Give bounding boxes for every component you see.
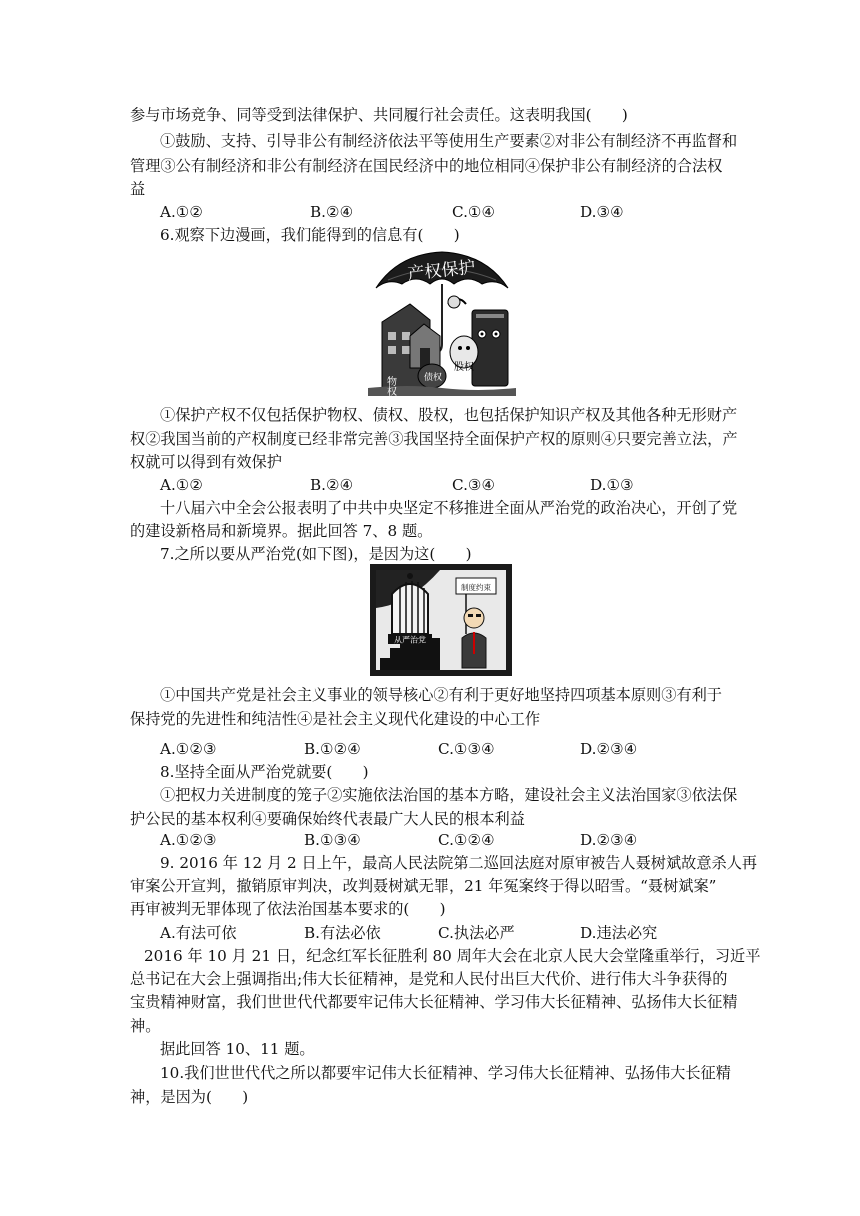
q6-option-c: C.③④ bbox=[452, 476, 496, 494]
q9-option-a: A.有法可依 bbox=[160, 924, 237, 942]
q7-option-c: C.①③④ bbox=[438, 740, 495, 758]
q10-stem-line: 神，是因为( ) bbox=[130, 1088, 249, 1106]
q6-option-a: A.①② bbox=[160, 476, 204, 494]
q7-option-d: D.②③④ bbox=[580, 740, 638, 758]
q8-option-a: A.①②③ bbox=[160, 831, 217, 849]
q7-item-line: 保持党的先进性和纯洁性④是社会主义现代化建设的中心工作 bbox=[130, 710, 541, 728]
intro-7-8-line: 十八届六中全会公报表明了中共中央坚定不移推进全面从严治党的政治决心，开创了党 bbox=[160, 499, 738, 517]
q6-item-line: 权就可以得到有效保护 bbox=[130, 453, 282, 471]
q6-item-line: ①保护产权不仅包括保护物权、债权、股权，也包括保护知识产权及其他各种无形财产 bbox=[160, 406, 738, 424]
q8-item-line: ①把权力关进制度的笼子②实施依法治国的基本方略，建设社会主义法治国家③依法保 bbox=[160, 786, 738, 804]
q9-option-b: B.有法必依 bbox=[304, 924, 381, 942]
intro-10-11-line: 据此回答 10、11 题。 bbox=[160, 1040, 315, 1058]
intro-7-8-line: 的建设新格局和新境界。据此回答 7、8 题。 bbox=[130, 522, 433, 540]
q7-option-b: B.①②④ bbox=[304, 740, 361, 758]
q6-stem: 6.观察下边漫画，我们能得到的信息有( ) bbox=[160, 226, 460, 244]
q9-stem-line: 审案公开宣判，撤销原审判决，改判聂树斌无罪，21 年冤案终于得以昭雪。“聂树斌案” bbox=[130, 877, 717, 895]
sign-label: 制度约束 bbox=[461, 583, 491, 592]
intro-10-11-line: 宝贵精神财富，我们世世代代都要牢记伟大长征精神、学习伟大长征精神、弘扬伟大长征精 bbox=[130, 993, 738, 1011]
q6-item-line: 权②我国当前的产权制度已经非常完善③我国坚持全面保护产权的原则④只要完善立法，产 bbox=[130, 430, 738, 448]
label-wuquan: 物权 bbox=[384, 376, 396, 396]
q5-option-a: A.①② bbox=[160, 203, 204, 221]
q8-item-line: 护公民的基本权利④要确保始终代表最广大人民的根本利益 bbox=[130, 810, 525, 828]
cage-label: 从严治党 bbox=[394, 635, 426, 645]
umbrella-text: 产权保护 bbox=[406, 257, 477, 285]
label-guquan: 股权 bbox=[454, 362, 474, 373]
q7-item-line: ①中国共产党是社会主义事业的领导核心②有利于更好地坚持四项基本原则③有利于 bbox=[160, 686, 722, 704]
q8-option-b: B.①③④ bbox=[304, 831, 361, 849]
q8-option-d: D.②③④ bbox=[580, 831, 638, 849]
q5-option-c: C.①④ bbox=[452, 203, 496, 221]
q9-option-d: D.违法必究 bbox=[580, 924, 658, 942]
q5-option-b: B.②④ bbox=[310, 203, 354, 221]
q8-option-c: C.①②④ bbox=[438, 831, 495, 849]
intro-10-11-line: 神。 bbox=[130, 1017, 161, 1035]
property-protection-cartoon bbox=[368, 248, 516, 396]
q5-item-line: 益 bbox=[130, 180, 146, 198]
strict-governance-cartoon bbox=[370, 564, 512, 676]
intro-10-11-line: 总书记在大会上强调指出;伟大长征精神，是党和人民付出巨大代价、进行伟大斗争获得的 bbox=[130, 970, 728, 988]
label-zhaiquan: 债权 bbox=[424, 373, 443, 383]
q5-option-d: D.③④ bbox=[580, 203, 624, 221]
q8-stem: 8.坚持全面从严治党就要( ) bbox=[160, 763, 369, 781]
intro-10-11-line: 2016 年 10 月 21 日，纪念红军长征胜利 80 周年大会在北京人民大会堂隆重举行，习近平 bbox=[144, 947, 761, 965]
q7-stem: 7.之所以要从严治党(如下图)，是因为这( ) bbox=[160, 545, 472, 563]
q5-item-line: 管理③公有制经济和非公有制经济在国民经济中的地位相同④保护非公有制经济的合法权 bbox=[130, 157, 723, 175]
q9-option-c: C.执法必严 bbox=[438, 924, 515, 942]
q9-stem-line: 再审被判无罪体现了依法治国基本要求的( ) bbox=[130, 900, 446, 918]
q5-stem-tail: 参与市场竞争、同等受到法律保护、共同履行社会责任。这表明我国( ) bbox=[130, 106, 628, 124]
q6-option-b: B.②④ bbox=[310, 476, 354, 494]
q10-stem-line: 10.我们世世代代之所以都要牢记伟大长征精神、学习伟大长征精神、弘扬伟大长征精 bbox=[160, 1064, 731, 1082]
q9-stem-line: 9. 2016 年 12 月 2 日上午，最高人民法院第二巡回法庭对原审被告人聂树斌故意杀人再 bbox=[160, 854, 758, 872]
q6-option-d: D.①③ bbox=[590, 476, 634, 494]
q7-option-a: A.①②③ bbox=[160, 740, 217, 758]
q5-item-line: ①鼓励、支持、引导非公有制经济依法平等使用生产要素②对非公有制经济不再监督和 bbox=[160, 132, 738, 150]
